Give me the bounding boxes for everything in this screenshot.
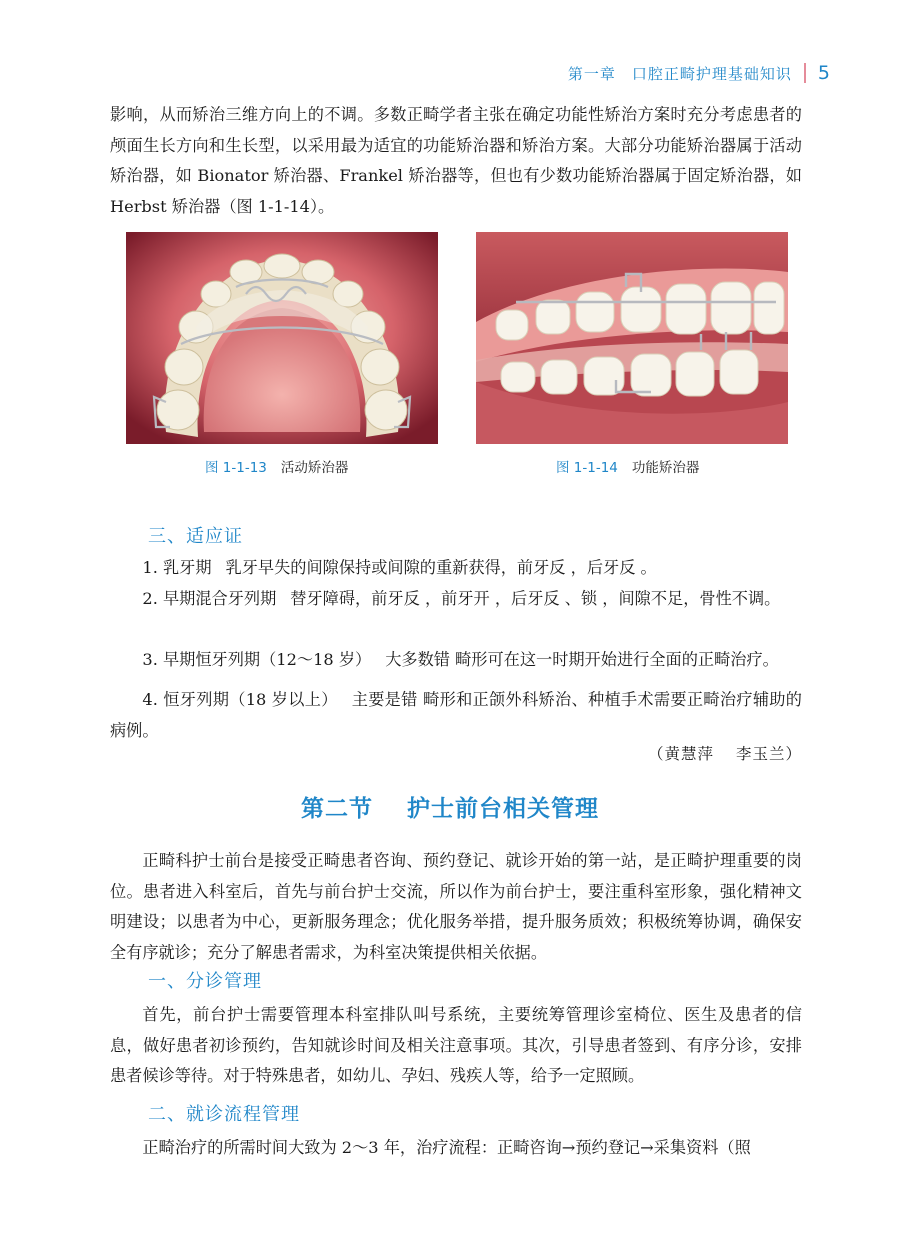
author-name: （黄慧萍 [647, 745, 714, 763]
indication-item [110, 584, 802, 615]
figure-number: 图 1-1-14 [556, 460, 618, 476]
indication-item [110, 645, 802, 676]
section2-intro-paragraph: 正畸科护士前台是接受正畸患者咨询、预约登记、就诊开始的第一站，是正畸护理重要的岗位。患者进入科室后，首先与前台护士交流，所以作为前台护士，要注重科室形象，强化精神文明建设；以患者为中心，更新服务理念；优化服务举措，提升服务质效；积极统筹协调，确保安全有序就诊；充分了解患者需求，为科室决策提供相关依据。 [110, 851, 802, 962]
figure-removable-appliance-photo [126, 232, 438, 444]
intro-paragraph: 影响，从而矫治三维方向上的不调。多数正畸学者主张在确定功能性矫治方案时充分考虑患者的颅面生长方向和生长型，以采用最为适宜的功能矫治器和矫治方案。大部分功能矫治器属于活动矫治器，如 Bionator 矫治器、Frankel 矫治器等，但也有少数功能矫治器属于固定矫治器，如 Herbst 矫治器（图 1-1-14）。 [110, 105, 802, 216]
indication-term: 3. 早期恒牙列期（12～18 岁） [142, 650, 372, 669]
indication-item [110, 553, 802, 584]
visit-flow-paragraph: 正畸治疗的所需时间大致为 2～3 年，治疗流程：正畸咨询→预约登记→采集资料（照 [142, 1138, 751, 1157]
running-header [568, 58, 830, 88]
figure-caption-1-1-14 [556, 456, 699, 476]
section-heading-indications: 三、适应证 [148, 526, 243, 547]
indication-term: 4. 恒牙列期（18 岁以上） [142, 690, 338, 709]
chapter-title: 第一章 口腔正畸护理基础知识 [567, 64, 792, 83]
indication-term: 2. 早期混合牙列期 [142, 589, 277, 608]
indication-text: 乳牙早失的间隙保持或间隙的重新获得，前牙反 ，后牙反 。 [225, 558, 657, 577]
section-label: 第二节 [301, 796, 373, 822]
section-name: 护士前台相关管理 [407, 796, 599, 822]
author-name: 李玉兰） [735, 745, 802, 763]
indication-item [110, 685, 802, 746]
section-title [0, 790, 900, 823]
figure-number: 图 1-1-13 [205, 460, 267, 476]
indication-text: 替牙障碍，前牙反 ，前牙开 ，后牙反 、锁 ，间隙不足，骨性不调。 [290, 589, 781, 608]
figure-title: 功能矫治器 [631, 460, 700, 476]
figure-caption-1-1-13 [205, 456, 348, 476]
indication-text: 主要是错 畸形和正颌外科矫治、种植手术需要正畸治疗辅助的病例。 [110, 690, 802, 740]
indication-text: 大多数错 畸形可在这一时期开始进行全面的正畸治疗。 [385, 650, 779, 669]
triage-paragraph: 首先，前台护士需要管理本科室排队叫号系统，主要统筹管理诊室椅位、医生及患者的信息，做好患者初诊预约，告知就诊时间及相关注意事项。其次，引导患者签到、有序分诊，安排患者候诊等待。对于特殊患者，如幼儿、孕妇、残疾人等，给予一定照顾。 [110, 1005, 802, 1085]
subsection-heading-triage: 一、分诊管理 [148, 971, 262, 992]
header-divider [804, 63, 806, 83]
subsection-heading-visit-flow: 二、就诊流程管理 [148, 1104, 300, 1125]
figure-functional-appliance-photo [476, 232, 788, 444]
page-number: 5 [817, 62, 830, 84]
figure-title: 活动矫治器 [280, 460, 349, 476]
indication-term: 1. 乳牙期 [142, 558, 212, 577]
author-attribution [648, 742, 802, 764]
